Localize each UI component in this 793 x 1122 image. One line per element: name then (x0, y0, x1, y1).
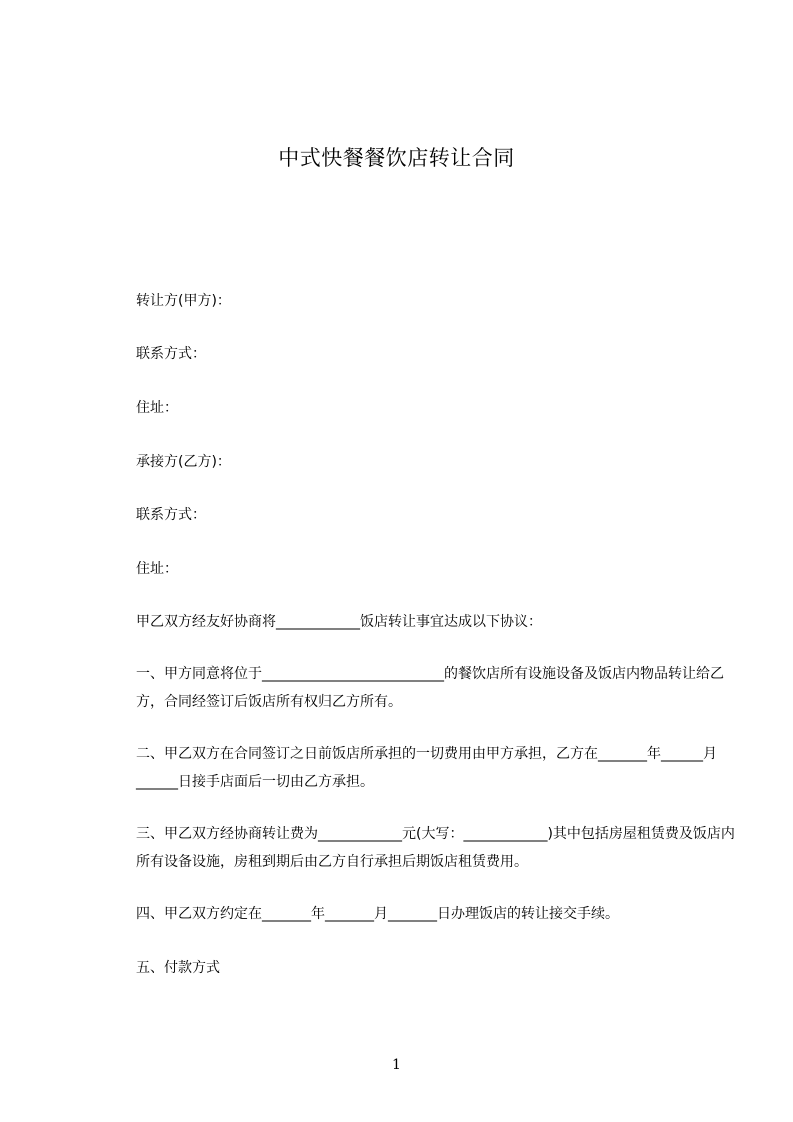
page-number: 1 (392, 1057, 401, 1073)
clause-4: 四、甲乙双方约定在_______年_______月_______日办理饭店的转让接交手续。 (136, 906, 619, 922)
agreement-intro: 甲乙双方经友好协商将____________饭店转让事宜达成以下协议： (136, 614, 542, 630)
party-a-label: 转让方(甲方)： (136, 293, 231, 309)
clause-5: 五、付款方式 (136, 960, 220, 976)
clause-1: 一、甲方同意将位于__________________________的餐饮店所有设施设备及饭店内物品转让给乙方，合同经签订后饭店所有权归乙方所有。 (136, 666, 724, 710)
party-b-label: 承接方(乙方)： (136, 454, 231, 470)
party-a-address-label: 住址： (136, 400, 178, 416)
party-b-address-label: 住址： (136, 561, 178, 577)
party-a-contact-label: 联系方式： (136, 346, 206, 362)
document-title: 中式快餐餐饮店转让合同 (278, 146, 515, 170)
clause-3: 三、甲乙双方经协商转让费为____________元(大写：____________)其中包括房屋租赁费及饭店内所有设备设施，房租到期后由乙方自行承担后期饭店租赁费用。 (136, 826, 735, 870)
clause-2: 二、甲乙双方在合同签订之日前饭店所承担的一切费用由甲方承担，乙方在_______年______月______日接手店面后一切由乙方承担。 (136, 746, 717, 790)
party-b-contact-label: 联系方式： (136, 507, 206, 523)
